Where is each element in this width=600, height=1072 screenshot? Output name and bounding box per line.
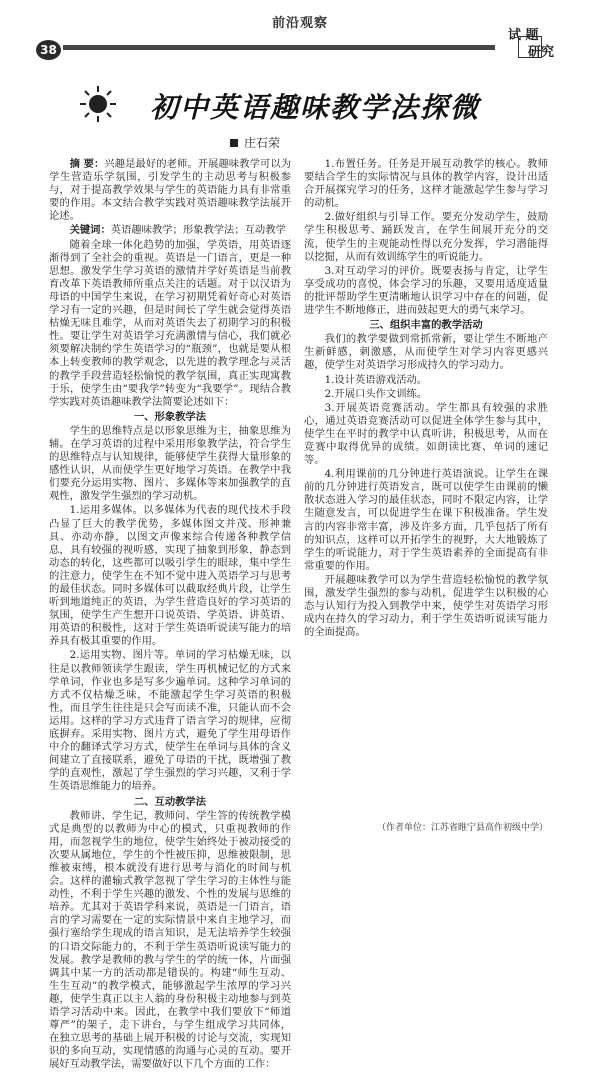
- abstract: [49, 158, 291, 223]
- column-logo: [508, 28, 568, 68]
- article-title: 初中英语趣味教学法探微: [150, 91, 481, 124]
- column-logo-line2: 研究: [528, 45, 555, 60]
- right-column: [304, 158, 548, 640]
- section-heading: 二、互动教学法: [133, 795, 207, 808]
- paragraph: 随着全球一体化趋势的加强，学英语，用英语逐渐得到了全社会的重视。英语是一门语言，更是一种思想。激发学生学习英语的激情并学好英语是当前教育改革下英语教师所重点关注的话题。对于以汉语为母语的中国学生来说，在学习初期凭着好奇心对英语学习有一定的兴趣，但是时间长了学生就会觉得英语枯燥无味且难学，从而对英语失去了初期学习的积极性。要让学生对英语学习充满激情与信心，我们就必须要解决制约学生英语学习的“瓶颈”，也就是要从根本上转变教师的教学观念，以先进的教学理念与灵活的教学手段营造轻松愉悦的教学氛围，真正实现寓教于乐，使学生由“要我学”转变为“我要学”。现结合教学实践对英语趣味教学法简要论述如下：: [49, 238, 291, 408]
- keywords-label: 关键词：: [69, 224, 111, 237]
- paragraph: 3.开展英语竞赛活动。学生都具有较强的求胜心，通过英语竞赛活动可以促进全体学生参与其中，使学生在平时的教学中认真听讲，积极思考，从而在竞赛中取得优异的成绩。如朗读比赛、单词的速记等。: [304, 401, 548, 467]
- section-tag: 前沿观察: [271, 16, 328, 31]
- keywords: [49, 224, 291, 237]
- paragraph: 3.对互动学习的评价。既要表扬与肯定，让学生享受成功的喜悦，体会学习的乐趣，又要用适度适量的批评帮助学生更清晰地认识学习中存在的问题，促进学生不断地修正，进而鼓起更大的勇气来学习。: [304, 264, 548, 317]
- paragraph: 1.布置任务。任务是开展互动教学的核心。教师要结合学生的实际情况与具体的教学内容，设计出适合开展探究学习的任务，这样才能激起学生参与学习的动机。: [304, 158, 548, 210]
- header-rule: [63, 45, 495, 50]
- paragraph: 教师讲、学生记，教师问、学生答的传统教学模式是典型的以教师为中心的模式，只重视教师的作用，而忽视学生的地位，使学生始终处于被动接受的次要从属地位，学生的个性被压抑，思维被限制，思维被束缚，根本就没有进行思考与消化的时间与机会。这样的灌输式教学忽视了学生学习的主体性与能动性，不利于学生兴趣的激发、个性的发展与思维的培养。尤其对于英语学科来说，英语是一门语言，语言的学习需要在一定的实际情景中来自主地学习，而强行塞给学生现成的语言知识，是无法培养学生较强的口语交际能力的，不利于学生英语听说读写能力的发展。教学是教师的教与学生的学的统一体，片面强调其中某一方的活动都是错误的。构建“师生互动、生生互动”的教学模式，能够激起学生浓厚的学习兴趣，使学生真正以主人翁的身份积极主动地参与到英语学习活动中来。因此，在教学中我们要放下“师道尊严”的架子，走下讲台，与学生组成学习共同体，在独立思考的基础上展开积极的讨论与交流，实现知识的多向互动，实现情感的沟通与心灵的互动。要开展好互动教学法，需要做好以下几个方面的工作：: [49, 809, 291, 1071]
- author-line: [230, 134, 280, 151]
- paragraph: 2.开展口头作文训练。: [324, 387, 428, 400]
- square-bullet-icon: [230, 139, 238, 147]
- section-heading: 三、组织丰富的教学活动: [369, 319, 483, 332]
- paragraph: 1.运用多媒体。以多媒体为代表的现代技术手段凸显了巨大的教学优势，多媒体图文并茂、形神兼具、亦动亦静，以图文声像来综合传递各种教学信息，具有较强的视听感，实现了抽象到形象，静态到动态的转化，这些都可以吸引学生的眼球，集中学生的注意力，使学生在不知不觉中进入英语学习与思考的最佳状态。同时多媒体可以截取经典片段，让学生听到地道纯正的英语，为学生营造良好的学习英语的氛围，使学生产生想开口说英语、学英语、讲英语、用英语的积极性，这对于学生英语听说读写能力的培养具有极其重要的作用。: [49, 504, 291, 648]
- paragraph: 4.利用课前的几分钟进行英语演说。让学生在课前的几分钟进行英语发言，既可以使学生由课前的懒散状态进入学习的最佳状态，同时不限定内容，让学生随意发言，可以促进学生在课下积极准备。学生发言的内容非常丰富，涉及许多方面，几乎包括了所有的知识点，这样可以开拓学生的视野，大大地锻炼了学生的听说能力，对于学生英语素养的全面提高有非常重要的作用。: [304, 468, 548, 572]
- paragraph: 开展趣味教学可以为学生营造轻松愉悦的教学氛围，激发学生强烈的参与动机，促进学生以积极的心态与认知行为投入到教学中来，使学生对英语学习形成内在持久的学习动力，利于学生英语听说读写能力的全面提高。: [304, 573, 548, 639]
- page-header: [0, 0, 600, 75]
- paragraph: 1.设计英语游戏活动。: [324, 373, 428, 386]
- paragraph: 2.运用实物、图片等。单词的学习枯燥无味，以往是以教师领读学生跟读，学生再机械记忆的方式来学单词，作业也多是写多少遍单词。这种学习单词的方式不仅枯燥乏味，不能激起学生学习英语的积极性，而且学生往往是只会写而读不准，只能认而不会运用。这样的学习方式违背了语言学习的规律，应彻底摒弃。采用实物、图片方式，避免了学生用母语作中介的翻译式学习方式，使学生在单词与具体的含义间建立了直接联系，避免了母语的干扰，既增强了教学的直观性，激起了学生强烈的学习兴趣，又利于学生英语思维能力的培养。: [49, 649, 291, 793]
- paragraph: 学生的思维特点是以形象思维为主，抽象思维为辅。在学习英语的过程中采用形象教学法，符合学生的思维特点与认知规律，能够使学生获得大量形象的感性认识，从而使学生更好地学习英语。在教学中我们要充分运用实物、图片、多媒体等来加强教学的直观性，激发学生强烈的学习动机。: [49, 424, 291, 503]
- section-heading: 一、形象教学法: [133, 410, 207, 423]
- abstract-text: 兴趣是最好的老师。开展趣味教学可以为学生营造乐学氛围，引发学生的主动思考与积极参与，对于提高教学效果与学生的英语能力具有非常重要的作用。本文结合教学实践对英语趣味教学法展开论述。: [49, 158, 291, 223]
- paragraph: 我们的教学要做到常抓常新，要让学生不断地产生新鲜感，刺激感，从而使学生对学习内容更感兴趣，使学生对英语学习形成持久的学习动力。: [304, 333, 548, 372]
- column-logo-line1: 试 题: [508, 28, 539, 43]
- paragraph: 2.做好组织与引导工作。要充分发动学生，鼓励学生积极思考、踊跃发言，在学生间展开充分的交流，使学生的主观能动性得以充分发挥，学习潜能得以挖掘，从而有效训练学生的听说能力。: [304, 211, 548, 263]
- page-number: 38: [36, 40, 61, 60]
- author-affiliation: （作者单位：江苏省睢宁县高作初级中学）: [376, 823, 548, 833]
- title-block: [60, 78, 540, 132]
- sun-emblem-icon: [78, 84, 118, 124]
- author-name: 庄石荣: [244, 136, 281, 150]
- keywords-text: 英语趣味教学；形象教学法；互动教学: [110, 224, 286, 237]
- left-column: [49, 158, 291, 1072]
- abstract-label: 摘 要：: [69, 158, 105, 170]
